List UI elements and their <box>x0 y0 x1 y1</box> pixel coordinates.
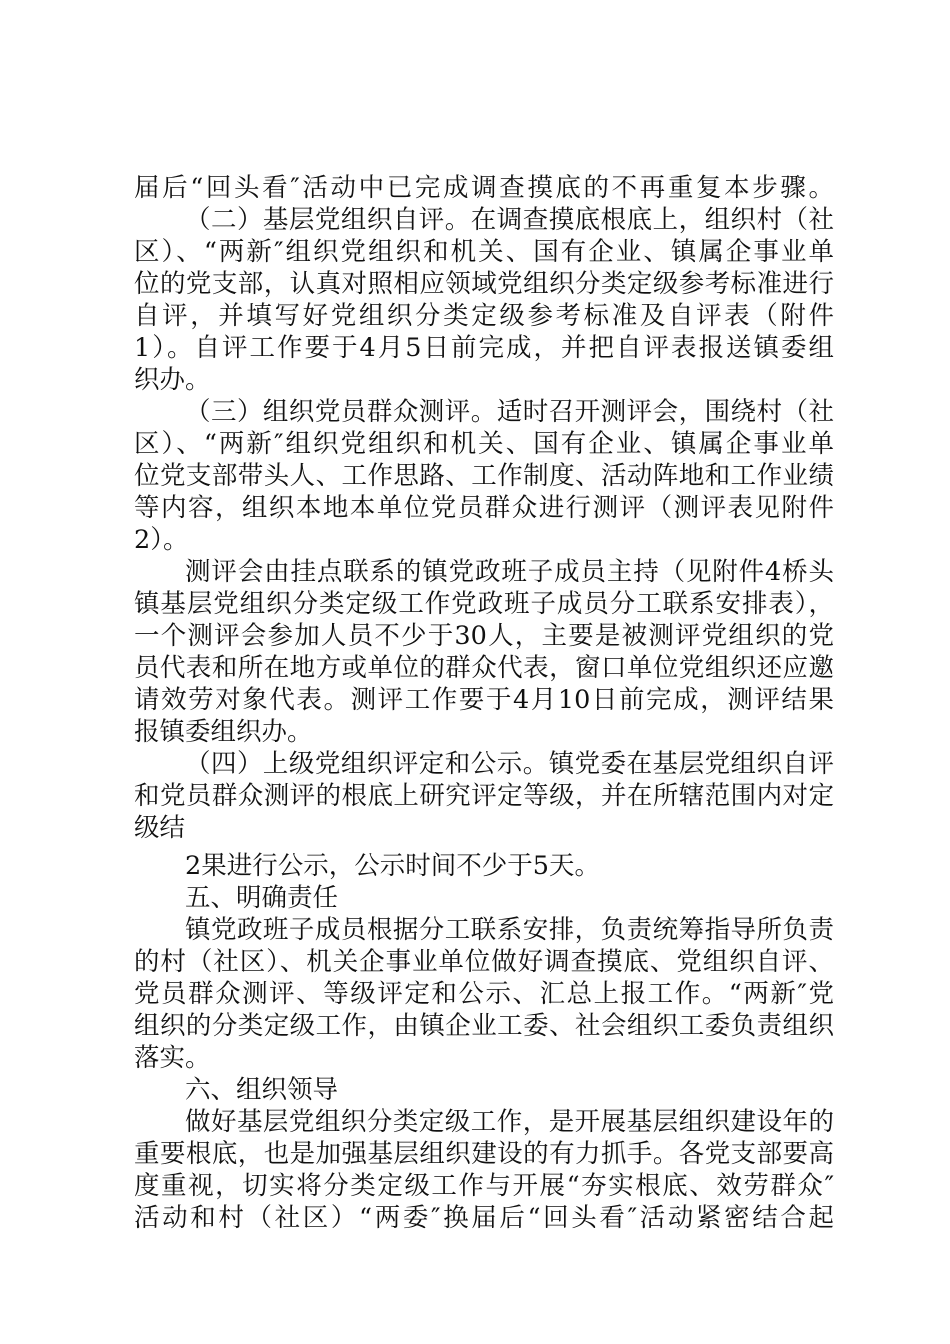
text-line: 活动和村（社区）“两委″换届后“回头看″活动紧密结合起 <box>134 1203 834 1233</box>
text-line: 测评会由挂点联系的镇党政班子成员主持（见附件4桥头 <box>185 557 834 587</box>
text-line: 织办。 <box>134 365 211 395</box>
text-line: 重要根底，也是加强基层组织建设的有力抓手。各党支部要高 <box>134 1139 834 1169</box>
text-line: （三）组织党员群众测评。适时召开测评会，围绕村（社 <box>185 397 834 427</box>
text-line: 级结 <box>134 813 186 843</box>
text-line: 落实。 <box>134 1043 211 1073</box>
text-line: 等内容，组织本地本单位党员群众进行测评（测评表见附件 <box>134 493 834 523</box>
text-line: 党员群众测评、等级评定和公示、汇总上报工作。“两新″党 <box>134 979 834 1009</box>
text-line: 自评，并填写好党组织分类定级参考标准及自评表（附件 <box>134 301 834 331</box>
text-line: 镇党政班子成员根据分工联系安排，负责统筹指导所负责 <box>185 915 834 945</box>
text-line: 位的党支部，认真对照相应领域党组织分类定级参考标准进行 <box>134 269 834 299</box>
text-line: 组织的分类定级工作，由镇企业工委、社会组织工委负责组织 <box>134 1011 834 1041</box>
section-heading: 六、组织领导 <box>185 1075 339 1105</box>
text-line: 镇基层党组织分类定级工作党政班子成员分工联系安排表）， <box>134 589 834 619</box>
text-line: 和党员群众测评的根底上研究评定等级，并在所辖范围内对定 <box>134 781 834 811</box>
text-line: 请效劳对象代表。测评工作要于4月10日前完成，测评结果 <box>134 685 834 715</box>
text-line: 度重视，切实将分类定级工作与开展“夯实根底、效劳群众″ <box>134 1171 834 1201</box>
text-line: 位党支部带头人、工作思路、工作制度、活动阵地和工作业绩 <box>134 461 834 491</box>
text-line: 1）。自评工作要于4月5日前完成，并把自评表报送镇委组 <box>134 333 834 363</box>
text-line: 区）、“两新″组织党组织和机关、国有企业、镇属企事业单 <box>134 237 834 267</box>
text-line: （四）上级党组织评定和公示。镇党委在基层党组织自评 <box>185 749 834 779</box>
text-line: 2）。 <box>134 525 189 555</box>
text-line: 做好基层党组织分类定级工作，是开展基层组织建设年的 <box>185 1107 834 1137</box>
text-line: （二）基层党组织自评。在调查摸底根底上，组织村（社 <box>185 205 834 235</box>
text-line: 的村（社区）、机关企事业单位做好调查摸底、党组织自评、 <box>134 947 834 977</box>
text-line: 届后“回头看″活动中已完成调查摸底的不再重复本步骤。 <box>134 173 834 203</box>
section-heading: 五、明确责任 <box>185 883 339 913</box>
text-line: 区）、“两新″组织党组织和机关、国有企业、镇属企事业单 <box>134 429 834 459</box>
text-line: 一个测评会参加人员不少于30人，主要是被测评党组织的党 <box>134 621 834 651</box>
text-line: 员代表和所在地方或单位的群众代表，窗口单位党组织还应邀 <box>134 653 834 683</box>
text-line: 报镇委组织办。 <box>134 717 313 747</box>
text-line: 2果进行公示，公示时间不少于5天。 <box>185 851 600 881</box>
